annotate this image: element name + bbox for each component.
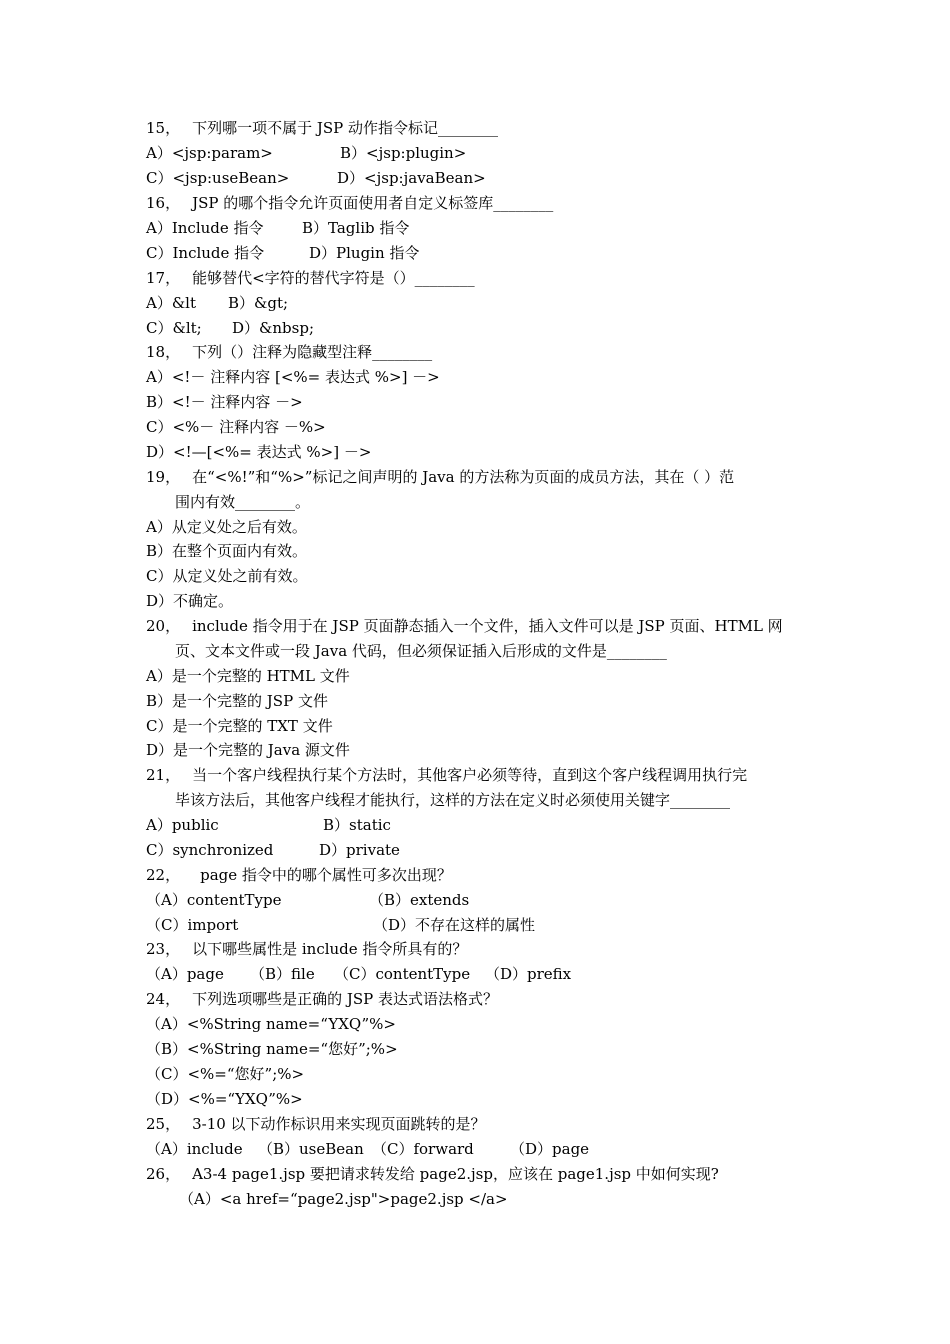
option-row: [146, 317, 314, 339]
question-text: page 指令中的哪个属性可多次出现？: [200, 866, 452, 884]
option-a: A）Include 指令: [146, 219, 264, 237]
question-text: 下列选项哪些是正确的 JSP 表达式语法格式？: [192, 990, 499, 1008]
option-row: [146, 914, 536, 936]
option-d: D）&nbsp;: [232, 319, 314, 337]
question-text: 当一个客户线程执行某个方法时，其他客户必须等待，直到这个客户线程调用执行完: [192, 766, 748, 784]
option-d: （D）<%=“YXQ”%>: [146, 1090, 303, 1108]
question-text: A3-4 page1.jsp 要把请求转发给 page2.jsp，应该在 page1.jsp 中如何实现?: [192, 1165, 719, 1183]
option-d: D）private: [319, 841, 400, 859]
option-d: D）<!—[<%= 表达式 %>] －>: [146, 443, 372, 461]
option-b: B）Taglib 指令: [302, 219, 410, 237]
question-text: include 指令用于在 JSP 页面静态插入一个文件，插入文件可以是 JSP 页面、HTML 网: [192, 617, 783, 635]
question-text: 下列哪一项不属于 JSP 动作指令标记________: [192, 119, 499, 137]
option-row: [146, 1138, 590, 1160]
option-b: B）static: [323, 816, 391, 834]
question-number: 19，: [146, 468, 181, 486]
option-a: A）从定义处之后有效。: [146, 518, 307, 536]
option-a: （A）page: [146, 965, 224, 983]
option-c: （C）contentType: [334, 965, 471, 983]
question-16: [146, 192, 553, 214]
option-a: A）是一个完整的 HTML 文件: [146, 667, 350, 685]
question-text-continued: 毕该方法后，其他客户线程才能执行，这样的方法在定义时必须使用关键字________: [175, 791, 731, 809]
question-number: 21，: [146, 766, 181, 784]
option-b: B）是一个完整的 JSP 文件: [146, 692, 328, 710]
question-text-continued: 围内有效________。: [175, 493, 311, 511]
question-18: [146, 341, 432, 363]
question-number: 15，: [146, 119, 181, 137]
option-c: C）<jsp:useBean>: [146, 169, 290, 187]
option-row: [146, 963, 572, 985]
option-c: C）synchronized: [146, 841, 274, 859]
option-c: C）&lt;: [146, 319, 202, 337]
option-c: （C）forward: [372, 1140, 474, 1158]
question-19: [146, 466, 734, 488]
question-text: 以下哪些属性是 include 指令所具有的？: [192, 940, 468, 958]
question-number: 24，: [146, 990, 181, 1008]
option-b: （B）useBean: [258, 1140, 364, 1158]
question-number: 17，: [146, 269, 181, 287]
option-row: [146, 142, 467, 164]
option-d: （D）不存在这样的属性: [373, 916, 536, 934]
option-c: C）<%－ 注释内容 －%>: [146, 418, 326, 436]
option-c: （C）<%=“您好”;%>: [146, 1065, 305, 1083]
question-number: 18，: [146, 343, 181, 361]
question-number: 26，: [146, 1165, 181, 1183]
question-21: [146, 764, 747, 786]
option-row: [146, 889, 470, 911]
option-a: A）&lt: [146, 294, 197, 312]
question-text: 3-10 以下动作标识用来实现页面跳转的是？: [192, 1115, 486, 1133]
question-text: 在“<%!”和“%>”标记之间声明的 Java 的方法称为页面的成员方法，其在（ ）范: [192, 468, 735, 486]
option-b: B）在整个页面内有效。: [146, 542, 308, 560]
question-text: JSP 的哪个指令允许页面使用者自定义标签库________: [192, 194, 554, 212]
question-number: 25，: [146, 1115, 181, 1133]
question-text: 下列（）注释为隐藏型注释________: [192, 343, 433, 361]
option-c: C）从定义处之前有效。: [146, 567, 308, 585]
question-number: 22，: [146, 866, 181, 884]
question-17: [146, 267, 475, 289]
option-c: C）是一个完整的 TXT 文件: [146, 717, 333, 735]
question-number: 20，: [146, 617, 181, 635]
option-a: （A）<%String name=“YXQ”%>: [146, 1015, 396, 1033]
option-c: C）Include 指令: [146, 244, 265, 262]
question-number: 16，: [146, 194, 181, 212]
option-a: A）public: [146, 816, 219, 834]
question-text-continued: 页、文本文件或一段 Java 代码，但必须保证插入后形成的文件是________: [175, 642, 667, 660]
question-23: [146, 938, 467, 960]
option-a: A）<!－ 注释内容 [<%= 表达式 %>] －>: [146, 368, 440, 386]
option-b: （B）extends: [369, 891, 470, 909]
option-d: D）<jsp:javaBean>: [337, 169, 486, 187]
option-row: [146, 217, 410, 239]
option-b: B）&gt;: [228, 294, 289, 312]
question-number: 23，: [146, 940, 181, 958]
question-26: [146, 1163, 719, 1185]
option-d: （D）prefix: [485, 965, 572, 983]
option-c: （C）import: [146, 916, 239, 934]
question-22: [146, 864, 452, 886]
option-d: （D）page: [510, 1140, 590, 1158]
option-row: [146, 292, 289, 314]
question-text: 能够替代<字符的替代字符是（）________: [192, 269, 475, 287]
option-a: （A）include: [146, 1140, 243, 1158]
question-25: [146, 1113, 486, 1135]
option-b: B）<jsp:plugin>: [340, 144, 467, 162]
option-b: （B）file: [250, 965, 315, 983]
option-a: （A）contentType: [146, 891, 282, 909]
option-a: （A）<a href=“page2.jsp">page2.jsp </a>: [179, 1190, 508, 1208]
option-d: D）不确定。: [146, 592, 234, 610]
option-row: [146, 167, 486, 189]
question-24: [146, 988, 498, 1010]
option-row: [146, 814, 391, 836]
option-b: （B）<%String name=“您好”;%>: [146, 1040, 398, 1058]
option-d: D）Plugin 指令: [309, 244, 420, 262]
question-15: [146, 117, 498, 139]
option-row: [146, 242, 420, 264]
option-b: B）<!－ 注释内容 －>: [146, 393, 303, 411]
option-d: D）是一个完整的 Java 源文件: [146, 741, 350, 759]
question-20: [146, 615, 783, 637]
option-a: A）<jsp:param>: [146, 144, 273, 162]
option-row: [146, 839, 400, 861]
